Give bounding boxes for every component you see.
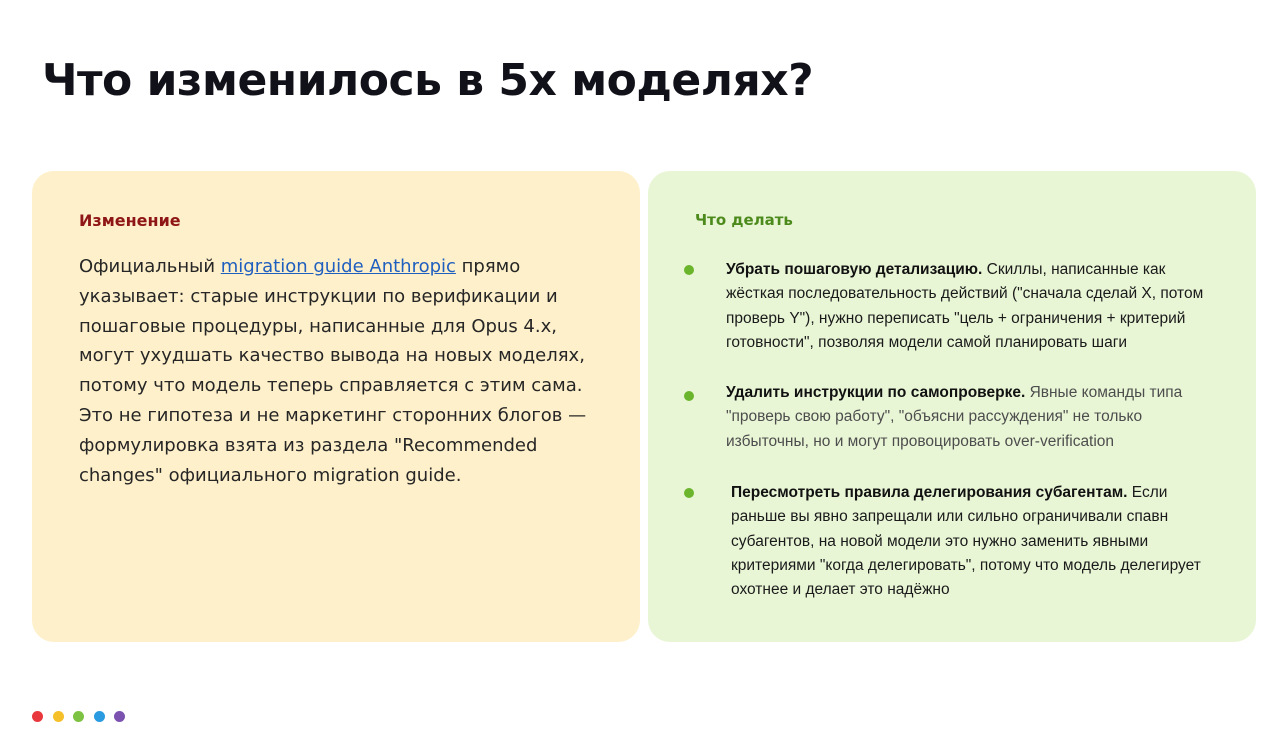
action-item-title: Удалить инструкции по самопроверке.	[726, 384, 1026, 401]
dot-purple-icon	[114, 711, 125, 722]
footer-color-dots	[32, 711, 125, 722]
action-heading: Что делать	[695, 211, 793, 229]
action-item-remove-steps	[726, 258, 1216, 355]
action-item-text: Если раньше вы явно запрещали или сильно ограничивали спавн субагентов, на новой модели это нужно заменить явными критериями "когда делегировать", потому что модель делегирует охотнее и делает это надёжно	[731, 484, 1201, 599]
action-item-text: Скиллы, написанные как жёсткая последовательность действий ("сначала сделай X, потом проверь Y"), нужно переписать "цель + ограничения + критерий готовности", позволяя модели самой планировать шаги	[726, 261, 1204, 351]
bullet-dot-icon	[684, 265, 694, 275]
bullet-dot-icon	[684, 488, 694, 498]
action-item-delegation	[731, 481, 1221, 602]
bullet-dot-icon	[684, 391, 694, 401]
dot-blue-icon	[94, 711, 105, 722]
action-item-text: Явные команды типа "проверь свою работу", "объясни рассуждения" не только избыточны, но и могут провоцировать over-verification	[726, 384, 1183, 450]
change-paragraph	[79, 252, 609, 490]
change-card	[32, 171, 640, 642]
slide-title: Что изменилось в 5х моделях?	[42, 55, 814, 106]
paragraph-intro-text: Официальный	[79, 256, 221, 277]
migration-guide-link[interactable]: migration guide Anthropic	[220, 256, 456, 277]
dot-yellow-icon	[53, 711, 64, 722]
change-heading: Изменение	[79, 211, 181, 230]
dot-green-icon	[73, 711, 84, 722]
action-card	[648, 171, 1256, 642]
action-item-title: Пересмотреть правила делегирования субагентам.	[731, 484, 1128, 501]
action-item-remove-selfcheck	[726, 381, 1216, 454]
action-item-title: Убрать пошаговую детализацию.	[726, 261, 983, 278]
dot-red-icon	[32, 711, 43, 722]
paragraph-body-text: прямо указывает: старые инструкции по верификации и пошаговые процедуры, написанные для Opus 4.x, могут ухудшать качество вывода на новых моделях, потому что модель теперь справляется с этим сама. Это не гипотеза и не маркетинг сторонних блогов — формулировка взята из раздела "Recommended changes" официального migration guide.	[79, 256, 587, 486]
